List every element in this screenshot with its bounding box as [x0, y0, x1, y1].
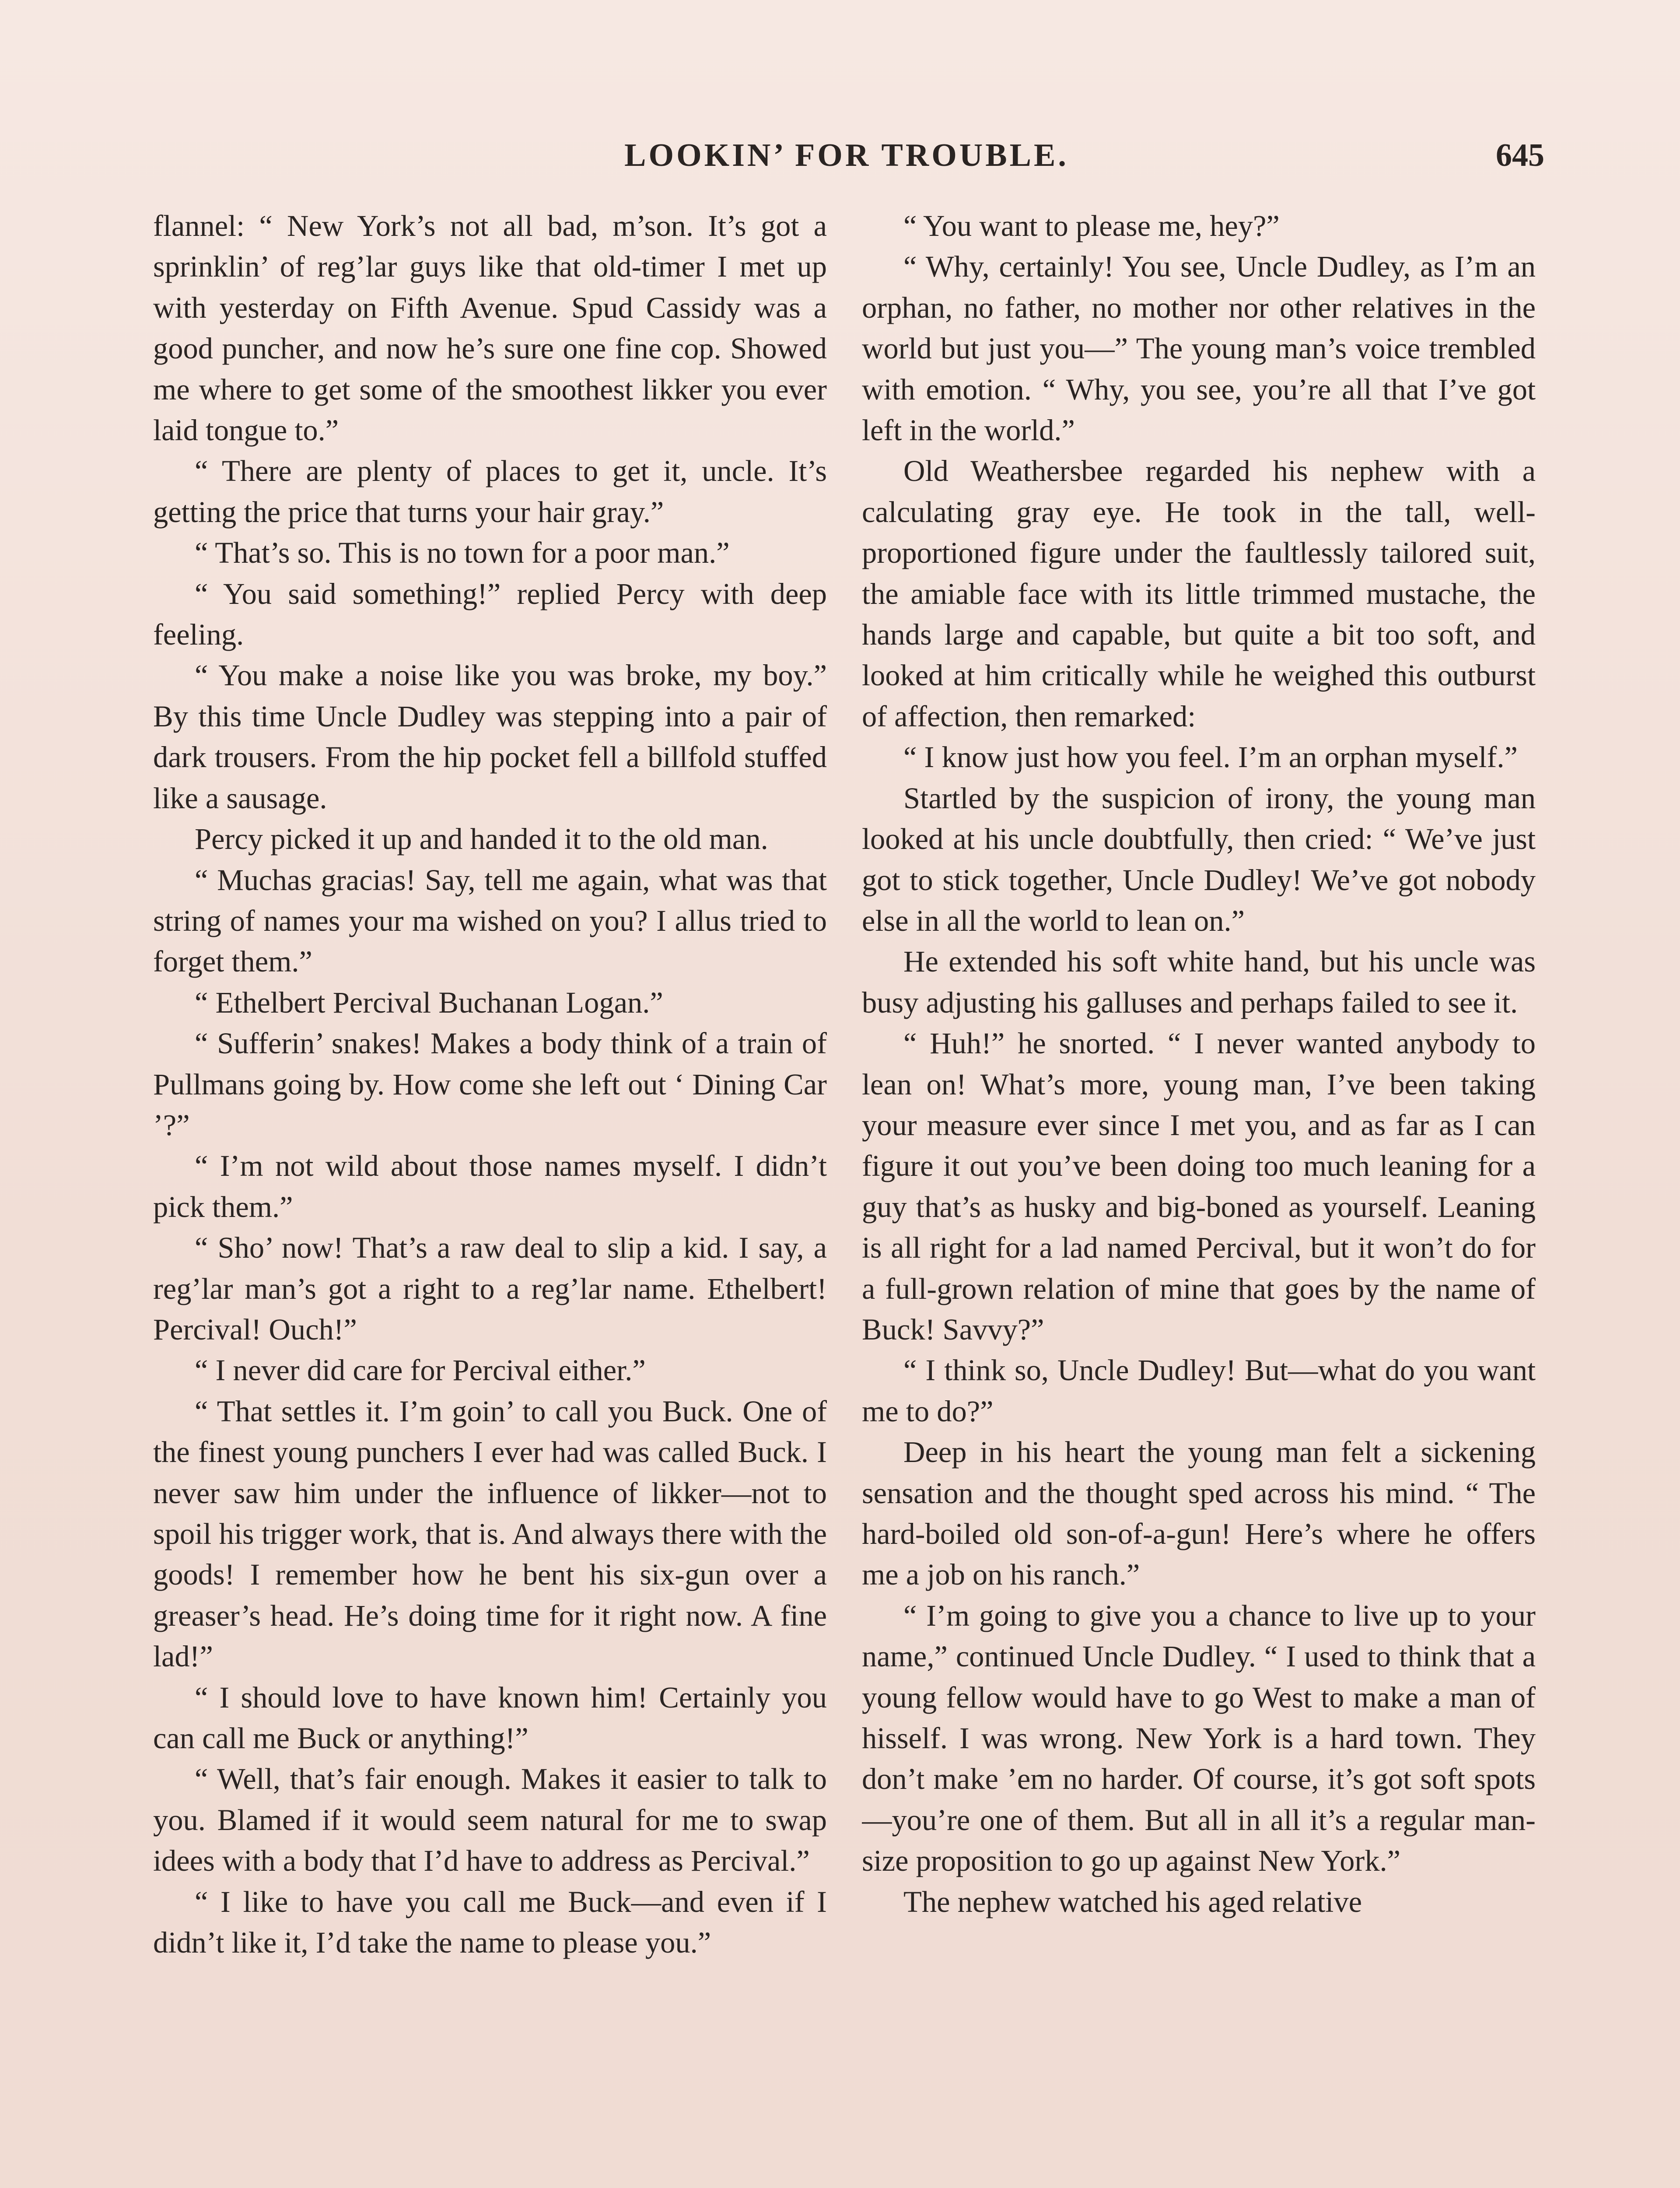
paragraph: He extended his soft white hand, but his uncle was busy adjusting his galluses and perhaps failed to see it. [862, 945, 1536, 1019]
running-head: LOOKIN’ FOR TROUBLE. [624, 137, 1069, 173]
left-column [153, 206, 827, 2188]
paragraph: “ I’m not wild about those names myself. I didn’t pick them.” [153, 1149, 827, 1224]
paragraph: “ Huh!” he snorted. “ I never wanted anybody to lean on! What’s more, young man, I’ve been taking your measure ever since I met you, and as far as I can figure it out you’ve been doing too much leaning for a guy that’s as husky and big-boned as yourself. Leaning is all right for a lad named Percival, but it won’t do for a full-grown relation of mine that goes by the name of Buck! Savvy?” [862, 1027, 1536, 1346]
paragraph: “ I should love to have known him! Certainly you can call me Buck or anything!” [153, 1680, 827, 1755]
paragraph: “ Why, certainly! You see, Uncle Dudley, as I’m an orphan, no father, no mother nor other relatives in the world but just you—” The young man’s voice trembled with emotion. “ Why, you see, you’re all that I’ve got left in the world.” [862, 250, 1536, 447]
right-column [862, 206, 1536, 2188]
paragraph: “ That settles it. I’m goin’ to call you Buck. One of the finest young punchers I ever had was called Buck. I never saw him under the influence of likker—not to spoil his trigger work, that is. And always there with the goods! I remember how he bent his six-gun over a greaser’s head. He’s doing time for it right now. A fine lad!” [153, 1394, 827, 1673]
paragraph: “ I think so, Uncle Dudley! But—what do you want me to do?” [862, 1353, 1536, 1428]
paragraph: Deep in his heart the young man felt a sickening sensation and the thought sped across his mind. “ The hard-boiled old son-of-a-gun! Here’s where he offers me a job on his ranch.” [862, 1435, 1536, 1592]
paragraph: “ You make a noise like you was broke, my boy.” By this time Uncle Dudley was stepping into a pair of dark trousers. From the hip pocket fell a billfold stuffed like a sausage. [153, 659, 827, 815]
paragraph: “ Sufferin’ snakes! Makes a body think of a train of Pullmans going by. How come she left out ‘ Dining Car ’?” [153, 1027, 827, 1142]
page-header [149, 131, 1544, 184]
paragraph: “ You want to please me, hey?” [903, 209, 1280, 242]
paragraph: “ Muchas gracias! Say, tell me again, what was that string of names your ma wished on you? I allus tried to forget them.” [153, 863, 827, 978]
paragraph: Old Weathersbee regarded his nephew with a calculating gray eye. He took in the tall, well-proportioned figure under the faultlessly tailored suit, the amiable face with its little trimmed mustache, the hands large and capable, but quite a bit too soft, and looked at him critically while he weighed this outburst of affection, then remarked: [862, 454, 1536, 733]
paragraph: flannel: “ New York’s not all bad, m’son. It’s got a sprinklin’ of reg’lar guys like that old-timer I met up with yesterday on Fifth Avenue. Spud Cassidy was a good puncher, and now he’s sure one fine cop. Showed me where to get some of the smoothest likker you ever laid tongue to.” [153, 209, 827, 447]
paragraph: The nephew watched his aged relative [903, 1885, 1362, 1918]
paragraph: Percy picked it up and handed it to the old man. [195, 822, 768, 856]
paragraph: “ Sho’ now! That’s a raw deal to slip a kid. I say, a reg’lar man’s got a right to a reg’lar name. Ethelbert! Percival! Ouch!” [153, 1231, 827, 1346]
paragraph: “ I never did care for Percival either.” [195, 1353, 646, 1387]
paragraph: “ I know just how you feel. I’m an orphan myself.” [903, 740, 1518, 774]
page-number: 645 [1496, 137, 1544, 173]
paragraph: “ There are plenty of places to get it, uncle. It’s getting the price that turns your hair gray.” [153, 454, 827, 529]
paragraph: “ I’m going to give you a chance to live up to your name,” continued Uncle Dudley. “ I used to think that a young fellow would have to go West to make a man of hisself. I was wrong. New York is a hard town. They don’t make ’em no harder. Of course, it’s got soft spots—you’re one of them. But all in all it’s a regular man-size proposition to go up against New York.” [862, 1599, 1536, 1878]
paragraph: “ Well, that’s fair enough. Makes it easier to talk to you. Blamed if it would seem natural for me to swap idees with a body that I’d have to address as Percival.” [153, 1762, 827, 1878]
paragraph: Startled by the suspicion of irony, the young man looked at his uncle doubtfully, then cried: “ We’ve just got to stick together, Uncle Dudley! We’ve got nobody else in all the world to lean on.” [862, 781, 1536, 937]
paragraph: “ Ethelbert Percival Buchanan Logan.” [195, 985, 663, 1019]
paragraph: “ I like to have you call me Buck—and even if I didn’t like it, I’d take the name to please you.” [153, 1885, 827, 1960]
paragraph: “ You said something!” replied Percy with deep feeling. [153, 577, 827, 652]
paragraph: “ That’s so. This is no town for a poor man.” [195, 536, 730, 570]
